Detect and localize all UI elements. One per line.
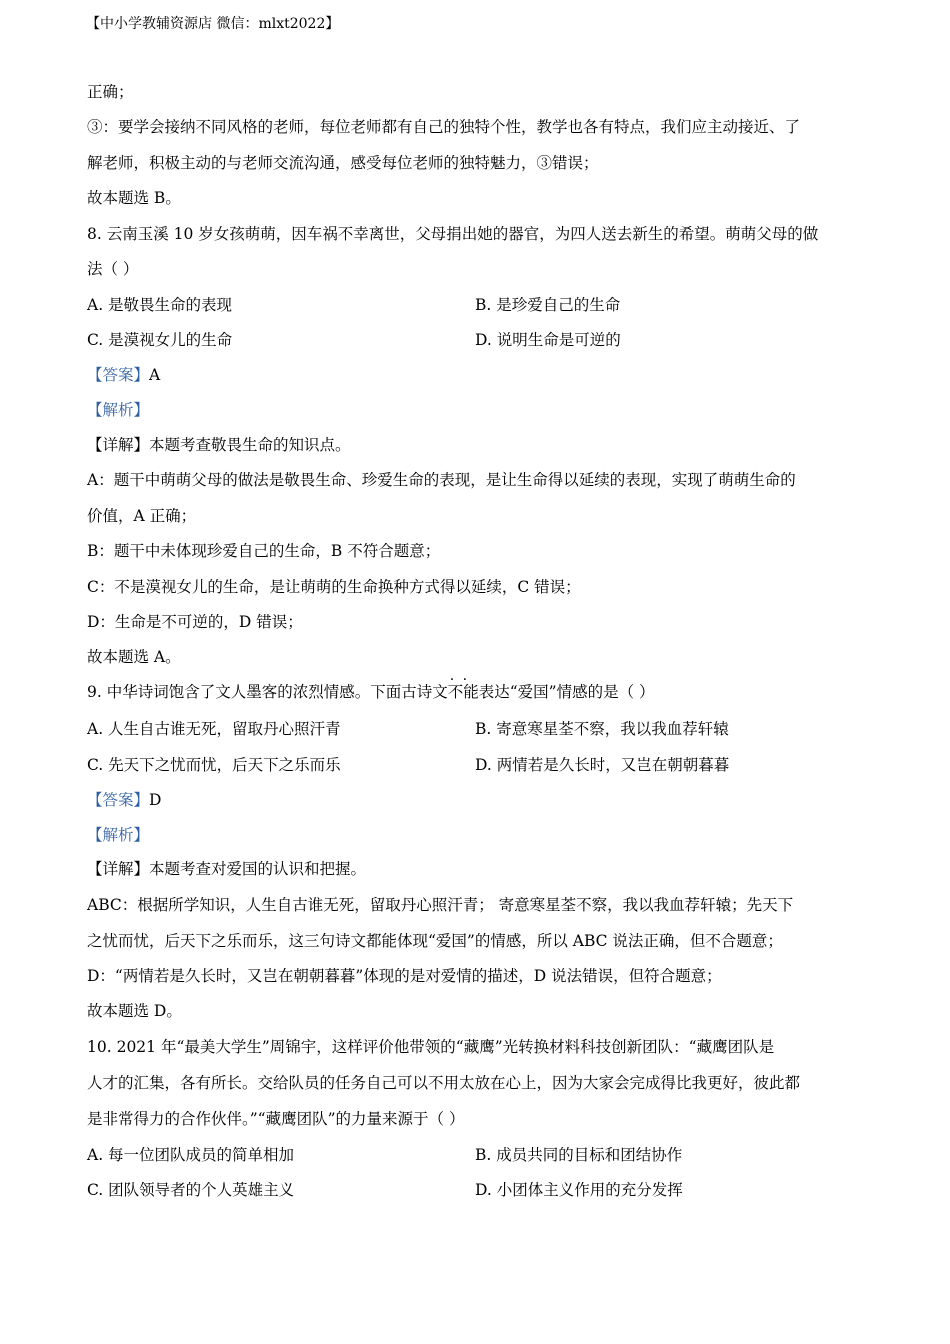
text-line: A：题干中萌萌父母的做法是敬畏生命、珍爱生命的表现，是让生命得以延续的表现，实现了萌萌生命的 (87, 471, 796, 489)
q9-option-d: D. 两情若是久长时，又岂在朝朝暮暮 (475, 756, 730, 774)
q8-analysis-label (87, 399, 870, 421)
page-header: 【中小学教辅资源店 微信：mlxt2022】 (86, 16, 340, 32)
q10-option-a: A. 每一位团队成员的简单相加 (87, 1146, 295, 1164)
q9-option-a: A. 人生自古谁无死，留取丹心照汗青 (87, 720, 341, 738)
q8-option-d: D. 说明生命是可逆的 (475, 331, 621, 349)
q8-option-c: C. 是漠视女儿的生命 (87, 331, 233, 349)
text-line: 故本题选 B。 (87, 189, 181, 207)
q10-option-b: B. 成员共同的目标和团结协作 (475, 1146, 683, 1164)
text-line: 故本题选 A。 (87, 648, 181, 666)
q8-detail (87, 434, 870, 456)
detail-label: 【详解】 (87, 436, 150, 454)
q10-option-d: D. 小团体主义作用的充分发挥 (475, 1181, 683, 1199)
answer-value: D (149, 791, 162, 809)
q9-stem-pre: 9. 中华诗词饱含了文人墨客的浓烈情感。下面古诗文 (87, 683, 448, 701)
question-10-stem-cont: 人才的汇集，各有所长。交给队员的任务自己可以不用太放在心上，因为大家会完成得比我更好，彼此都 (87, 1074, 801, 1092)
q9-option-c: C. 先天下之忧而忧，后天下之乐而乐 (87, 756, 341, 774)
question-9-stem (87, 681, 870, 703)
text-line: 正确； (87, 83, 134, 101)
answer-label: 【答案】 (87, 791, 150, 809)
text-line: ③：要学会接纳不同风格的老师，每位老师都有自己的独特个性，教学也各有特点，我们应主动接近、了 (87, 118, 801, 136)
q8-answer (87, 364, 870, 386)
q10-option-c: C. 团队领导者的个人英雄主义 (87, 1181, 295, 1199)
q9-option-b: B. 寄意寒星荃不察，我以我血荐轩辕 (475, 720, 729, 738)
q8-option-b: B. 是珍爱自己的生命 (475, 296, 621, 314)
question-8-stem-cont: 法（ ） (87, 260, 139, 278)
question-10-stem-cont: 是非常得力的合作伙伴。”“藏鹰团队”的力量来源于（ ） (87, 1110, 465, 1128)
text-line: D：“两情若是久长时，又岂在朝朝暮暮”体现的是对爱情的描述，D 说法错误，但符合题意； (87, 967, 722, 985)
analysis-label: 【解析】 (87, 401, 150, 419)
text-line: B：题干中未体现珍爱自己的生命，B 不符合题意； (87, 542, 441, 560)
q9-detail (87, 858, 870, 880)
text-line: 故本题选 D。 (87, 1002, 182, 1020)
q8-option-a: A. 是敬畏生命的表现 (87, 296, 233, 314)
q9-stem-post: 表达“爱国”情感的是（ ） (478, 683, 655, 701)
text-line: ABC：根据所学知识，人生自古谁无死，留取丹心照汗青； 寄意寒星荃不察，我以我血荐轩辕；先天下 (87, 896, 794, 914)
answer-value: A (149, 366, 161, 384)
text-line: 价值，A 正确； (87, 507, 197, 525)
detail-text: 本题考查敬畏生命的知识点。 (149, 436, 351, 454)
text-line: 之忧而忧，后天下之乐而乐，这三句诗文都能体现“爱国”的情感，所以 ABC 说法正确，但不合题意； (87, 932, 783, 950)
q9-emphasis: · · 不能 (448, 683, 479, 701)
question-10-stem: 10. 2021 年“最美大学生”周锦宇，这样评价他带领的“藏鹰”光转换材料科技创新团队：“藏鹰团队是 (87, 1038, 775, 1056)
text-line: D：生命是不可逆的，D 错误； (87, 613, 303, 631)
answer-label: 【答案】 (87, 366, 150, 384)
analysis-label: 【解析】 (87, 826, 150, 844)
detail-label: 【详解】 (87, 860, 150, 878)
question-8-stem: 8. 云南玉溪 10 岁女孩萌萌，因车祸不幸离世，父母捐出她的器官，为四人送去新生的希望。萌萌父母的做 (87, 225, 819, 243)
q9-analysis-label (87, 824, 870, 846)
q9-answer (87, 789, 870, 811)
text-line: 解老师，积极主动的与老师交流沟通，感受每位老师的独特魅力，③错误； (87, 154, 599, 172)
text-line: C：不是漠视女儿的生命，是让萌萌的生命换种方式得以延续，C 错误； (87, 578, 581, 596)
detail-text: 本题考查对爱国的认识和把握。 (149, 860, 367, 878)
